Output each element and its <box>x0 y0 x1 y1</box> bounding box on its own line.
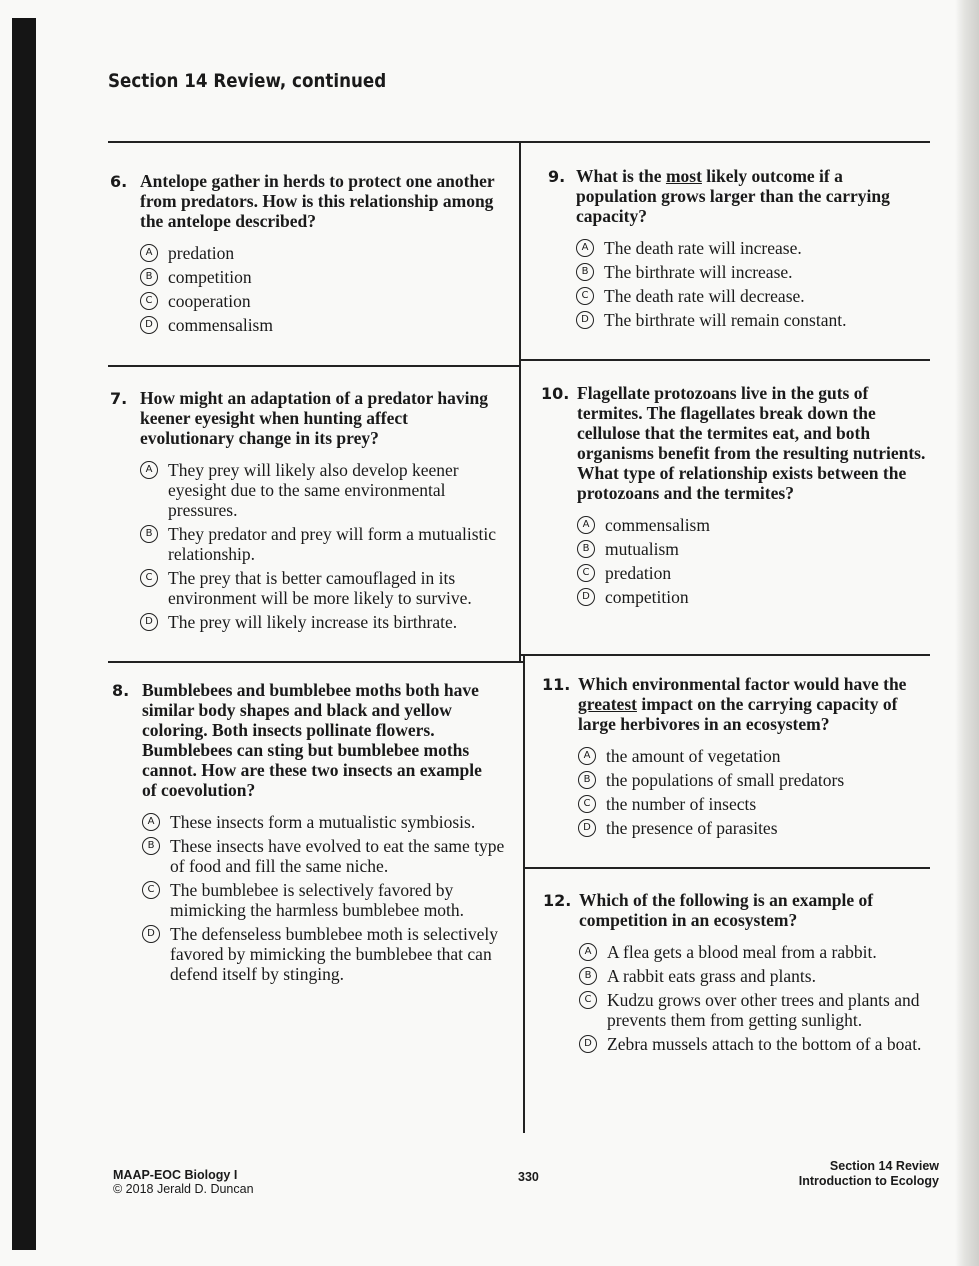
footer-section-info <box>799 1159 939 1189</box>
option-bubble: B <box>142 837 160 855</box>
option-bubble: C <box>577 564 595 582</box>
question-7 <box>110 388 510 636</box>
question-10 <box>541 383 929 611</box>
answer-option-d[interactable]: D The prey will likely increase its birthrate. <box>140 612 510 632</box>
option-bubble: C <box>140 569 158 587</box>
answer-option-b[interactable]: B the populations of small predators <box>578 770 922 790</box>
option-bubble: C <box>142 881 160 899</box>
option-bubble: B <box>576 263 594 281</box>
question-stem: Flagellate protozoans live in the guts of termites. The flagellates break down the cellulose that the termites eat, and both organisms benefit from the resulting nutrients. What type of relationship exists between the protozoans and the termites? <box>577 383 926 503</box>
answer-option-a[interactable]: A predation <box>140 243 505 263</box>
answer-option-c[interactable]: C The bumblebee is selectively favored by mimicking the harmless bumblebee moth. <box>142 880 507 920</box>
option-bubble: C <box>576 287 594 305</box>
answer-option-c[interactable]: C The death rate will decrease. <box>576 286 918 306</box>
question-stem: What is the most likely outcome if a population grows larger than the carrying capacity? <box>576 166 890 226</box>
footer-section-title: Introduction to Ecology <box>798 1174 939 1188</box>
answer-option-c[interactable]: C cooperation <box>140 291 505 311</box>
divider-center <box>519 141 521 661</box>
answer-option-b[interactable]: B These insects have evolved to eat the same type of food and fill the same niche. <box>142 836 507 876</box>
answer-option-b[interactable]: B The birthrate will increase. <box>576 262 918 282</box>
question-12 <box>543 890 929 1058</box>
question-number: 7. <box>110 389 128 408</box>
option-bubble: C <box>579 991 597 1009</box>
answer-option-d[interactable]: D commensalism <box>140 315 505 335</box>
answer-option-d[interactable]: D The defenseless bumblebee moth is selectively favored by mimicking the bumblebee that can defend itself by stinging. <box>142 924 507 984</box>
option-bubble: D <box>140 316 158 334</box>
divider-right-row2 <box>520 654 930 656</box>
option-bubble: A <box>576 239 594 257</box>
answer-option-c[interactable]: C predation <box>577 563 929 583</box>
question-number: 9. <box>548 167 566 186</box>
question-6 <box>110 171 505 339</box>
question-number: 11. <box>542 675 571 694</box>
divider-right-row1 <box>520 359 930 361</box>
option-bubble: B <box>140 268 158 286</box>
answer-option-c[interactable]: C the number of insects <box>578 794 922 814</box>
question-9 <box>548 166 918 334</box>
answer-option-d[interactable]: D competition <box>577 587 929 607</box>
option-bubble: C <box>578 795 596 813</box>
option-bubble: D <box>579 1035 597 1053</box>
scan-edge-bar <box>12 18 36 1250</box>
answer-option-a[interactable]: A commensalism <box>577 515 929 535</box>
option-bubble: A <box>140 461 158 479</box>
page-title: Section 14 Review, continued <box>108 70 387 92</box>
option-bubble: B <box>578 771 596 789</box>
option-bubble: D <box>576 311 594 329</box>
scan-shadow <box>955 0 979 1266</box>
option-bubble: A <box>142 813 160 831</box>
question-stem: Bumblebees and bumblebee moths both have similar body shapes and black and yellow coloring. Both insects pollinate flowers. Bumblebees can sting but bumblebee moths cannot. How are these two insects an example of coevolution? <box>142 680 482 800</box>
answer-option-b[interactable]: B A rabbit eats grass and plants. <box>579 966 929 986</box>
option-bubble: D <box>142 925 160 943</box>
footer-copyright: © 2018 Jerald D. Duncan <box>113 1182 254 1196</box>
answer-option-b[interactable]: B mutualism <box>577 539 929 559</box>
option-bubble: A <box>578 747 596 765</box>
answer-option-c[interactable]: C The prey that is better camouflaged in its environment will be more likely to survive. <box>140 568 510 608</box>
option-bubble: C <box>140 292 158 310</box>
question-8 <box>112 680 507 988</box>
answer-option-c[interactable]: C Kudzu grows over other trees and plants and prevents them from getting sunlight. <box>579 990 929 1030</box>
answer-option-a[interactable]: A They prey will likely also develop keener eyesight due to the same environmental pressures. <box>140 460 510 520</box>
footer-section: Section 14 Review <box>829 1159 939 1173</box>
divider-left-row1 <box>108 365 520 367</box>
answer-option-d[interactable]: D the presence of parasites <box>578 818 922 838</box>
option-bubble: D <box>578 819 596 837</box>
answer-option-a[interactable]: A A flea gets a blood meal from a rabbit. <box>579 942 929 962</box>
option-bubble: D <box>140 613 158 631</box>
question-number: 6. <box>110 172 128 191</box>
footer-book-title: MAAP-EOC Biology I <box>113 1168 238 1182</box>
page-number: 330 <box>518 1170 539 1184</box>
question-stem: Which environmental factor would have the greatest impact on the carrying capacity of large herbivores in an ecosystem? <box>578 674 907 734</box>
divider-right-row3 <box>524 867 930 869</box>
option-bubble: B <box>140 525 158 543</box>
question-stem: Antelope gather in herds to protect one another from predators. How is this relationship among the antelope described? <box>140 171 495 231</box>
answer-option-d[interactable]: D Zebra mussels attach to the bottom of a boat. <box>579 1034 929 1054</box>
option-bubble: B <box>577 540 595 558</box>
answer-option-b[interactable]: B They predator and prey will form a mutualistic relationship. <box>140 524 510 564</box>
question-number: 10. <box>541 384 570 403</box>
answer-option-a[interactable]: A The death rate will increase. <box>576 238 918 258</box>
answer-option-a[interactable]: A the amount of vegetation <box>578 746 922 766</box>
divider-left-row2 <box>108 661 524 663</box>
option-bubble: D <box>577 588 595 606</box>
footer-book-info <box>113 1168 254 1196</box>
option-bubble: A <box>577 516 595 534</box>
question-number: 8. <box>112 681 130 700</box>
question-number: 12. <box>543 891 572 910</box>
answer-option-d[interactable]: D The birthrate will remain constant. <box>576 310 918 330</box>
divider-center-lower <box>523 655 525 1133</box>
question-11 <box>542 674 922 842</box>
question-stem: Which of the following is an example of competition in an ecosystem? <box>579 890 874 930</box>
question-stem: How might an adaptation of a predator having keener eyesight when hunting affect evolutionary change in its prey? <box>140 388 488 448</box>
answer-option-b[interactable]: B competition <box>140 267 505 287</box>
option-bubble: B <box>579 967 597 985</box>
option-bubble: A <box>579 943 597 961</box>
answer-option-a[interactable]: A These insects form a mutualistic symbiosis. <box>142 812 507 832</box>
option-bubble: A <box>140 244 158 262</box>
